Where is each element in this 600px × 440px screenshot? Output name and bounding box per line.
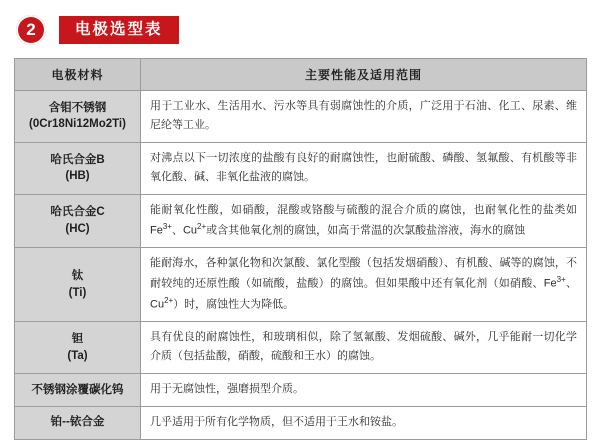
cell-material: [15, 142, 141, 194]
material-name-line: 钽: [71, 332, 84, 345]
column-header-description: 主要性能及适用范围: [141, 59, 587, 91]
table-body: [15, 91, 587, 440]
cell-material: [15, 406, 141, 439]
cell-description: 几乎适用于所有化学物质，但不适用于王水和铵盐。: [141, 406, 587, 439]
column-header-material: 电极材料: [15, 59, 141, 91]
cell-material: [15, 322, 141, 374]
cell-material: [15, 373, 141, 406]
material-name-line: 含钼不锈钢: [48, 101, 107, 114]
table-row: [15, 406, 587, 439]
material-name-line: 铂--铱合金: [50, 416, 105, 429]
material-code-line: (HC): [65, 222, 90, 235]
table-row: [15, 248, 587, 322]
table-row: [15, 322, 587, 374]
material-code-line: (Ti): [68, 286, 87, 299]
table-row: [15, 91, 587, 143]
cell-description: 对沸点以下一切浓度的盐酸有良好的耐腐蚀性，也耐硫酸、磷酸、氢氟酸、有机酸等非氧化酸、碱、非氧化盐液的腐蚀。: [141, 142, 587, 194]
table-row: [15, 142, 587, 194]
page-title: 电极选型表: [59, 16, 179, 44]
cell-material: [15, 91, 141, 143]
section-header: [16, 12, 586, 48]
cell-material: [15, 248, 141, 322]
section-number-badge: 2: [16, 15, 46, 45]
material-code-line: (HB): [65, 170, 90, 183]
cell-description: 用于工业水、生活用水、污水等具有弱腐蚀性的介质，广泛用于石油、化工、尿素、维尼纶等工业。: [141, 91, 587, 143]
electrode-selection-table: [14, 58, 587, 440]
table-header: [15, 59, 587, 91]
cell-material: [15, 194, 141, 247]
material-code-line: (Ta): [67, 349, 88, 362]
table-row: [15, 194, 587, 247]
cell-description: 能耐海水，各种氯化物和次氯酸、氯化型酸（包括发烟硝酸）、有机酸、碱等的腐蚀，不耐较纯的还原性酸（如硫酸，盐酸）的腐蚀。但如果酸中还有氧化剂（如硝酸、$Fe^{3+}$、$Cu^{2+}$）时，腐蚀性大为降低。: [141, 248, 587, 322]
material-name-line: 哈氏合金C: [50, 206, 105, 219]
material-name-line: 哈氏合金B: [50, 153, 105, 166]
cell-description: 能耐氧化性酸，如硝酸，混酸或铬酸与硫酸的混合介质的腐蚀，也耐氧化性的盐类如$Fe^{3+}$、$Cu^{2+}$或含其他氧化剂的腐蚀，如高于常温的次氯酸盐溶液，海水的腐蚀: [141, 194, 587, 247]
table-row: [15, 373, 587, 406]
table-header-row: [15, 59, 587, 91]
material-name-line: 不锈钢涂覆碳化钨: [31, 383, 124, 396]
cell-description: 具有优良的耐腐蚀性，和玻璃相似，除了氢氟酸、发烟硫酸、碱外，几乎能耐一切化学介质（包括盐酸，硝酸，硫酸和王水）的腐蚀。: [141, 322, 587, 374]
material-code-line: (0Cr18Ni12Mo2Ti): [29, 118, 126, 131]
cell-description: 用于无腐蚀性，强磨损型介质。: [141, 373, 587, 406]
material-name-line: 钛: [71, 269, 84, 282]
